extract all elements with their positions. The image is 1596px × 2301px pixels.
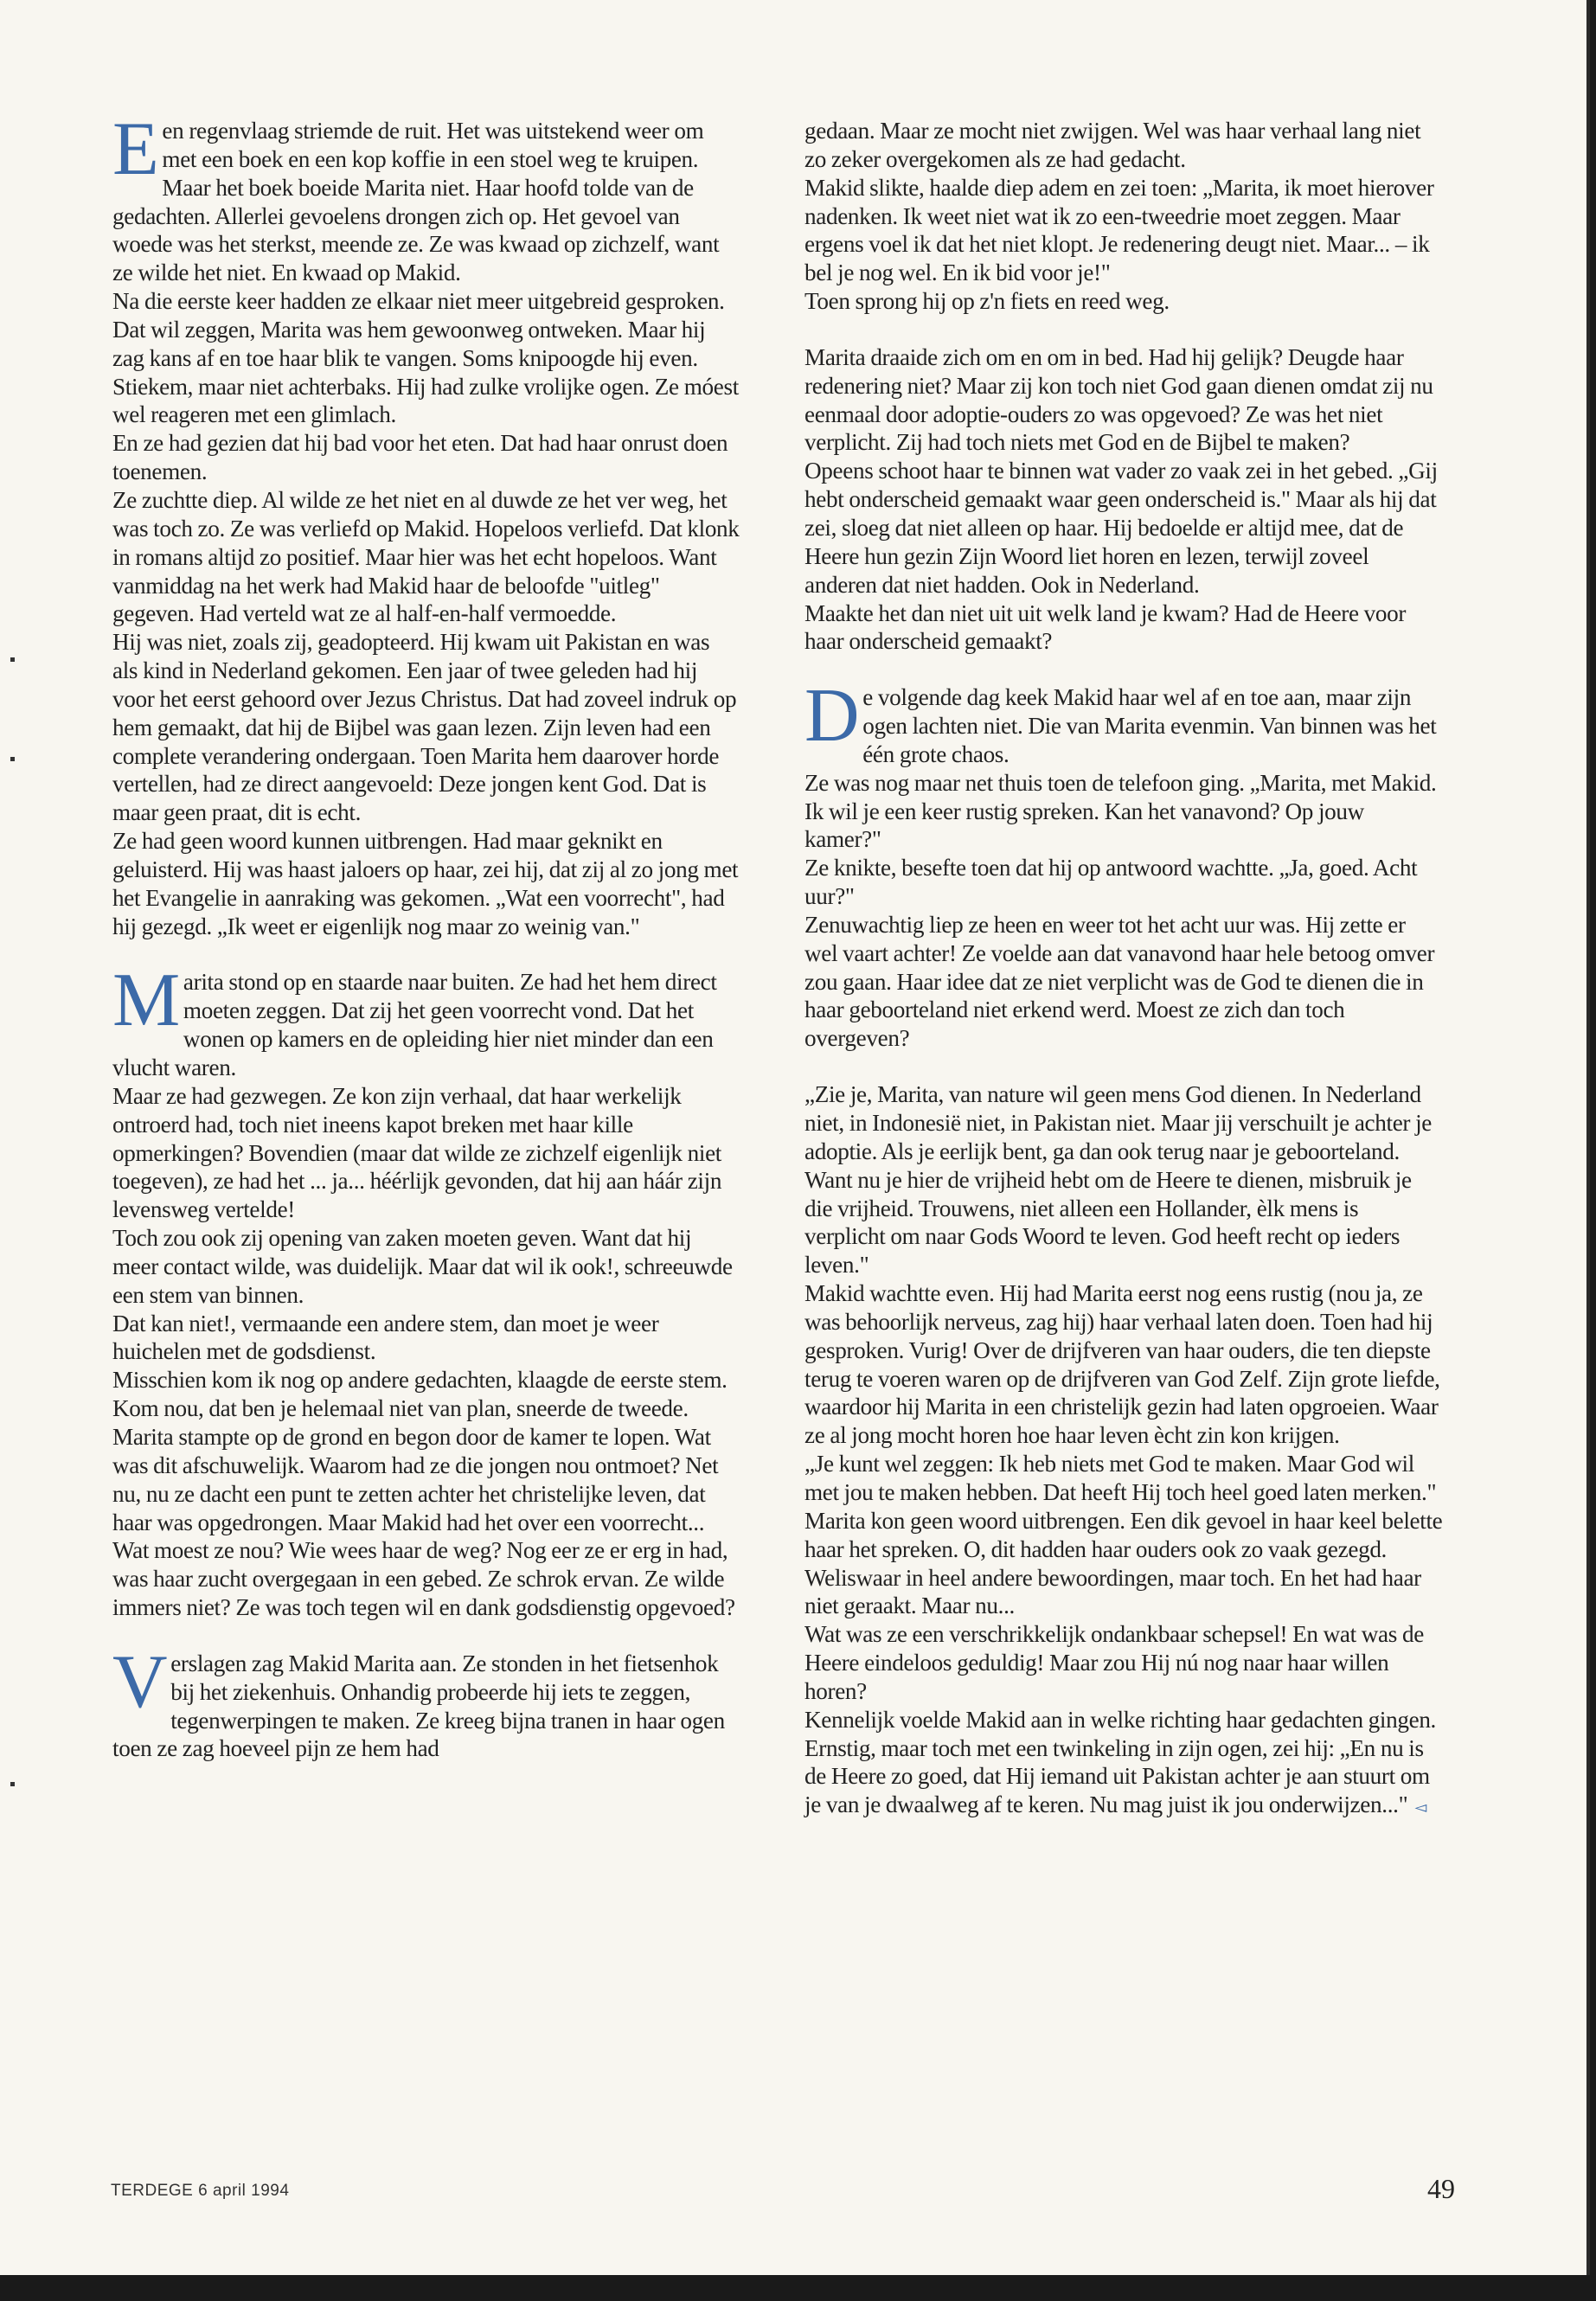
paragraph-text: „Zie je, Marita, van nature wil geen mens God dienen. In Nederland niet, in Indonesië niet, in Pakistan niet. Maar jij verschuilt je achter je adoptie. Als je eerlijk bent, ga dan ook terug naar je geboorteland. Want nu je hier de vrijheid hebt om de Heere te dienen, misbruik je die vrijheid. Trouwens, niet alleen een Hollander, èlk mens is verplicht om naar Gods Woord te leven. God heeft recht op ieders leven." bbox=[804, 1081, 1433, 1279]
article-paragraph bbox=[112, 827, 740, 940]
article-column-right bbox=[804, 117, 1443, 1822]
paragraph-text: en regenvlaag striemde de ruit. Het was uitstekend weer om met een boek en een kop koffie in een stoel weg te kruipen. Maar het boek boeide Marita niet. Haar hoofd tolde van de gedachten. Allerlei gevoelens drongen zich op. Het gevoel van woede was het sterkst, meende ze. Ze was kwaad op zichzelf, want ze wilde het niet. En kwaad op Makid. bbox=[112, 118, 720, 286]
paragraph-text: Ze zuchtte diep. Al wilde ze het niet en al duwde ze het ver weg, het was toch zo. Ze was verliefd op Makid. Hopeloos verliefd. Dat klonk in romans altijd zo positief. Maar hier was het echt hopeloos. Want vanmiddag na het werk had Makid haar de beloofde "uitleg" gegeven. Had verteld wat ze al half-en-half vermoedde. bbox=[112, 486, 740, 627]
paragraph-text: Ze had geen woord kunnen uitbrengen. Had maar geknikt en geluisterd. Hij was haast jaloers op haar, zei hij, dat zij al zo jong met het Evangelie in aanraking was gekomen. „Wat een voorrecht", had hij gezegd. „Ik weet er eigenlijk nog maar zo weinig van." bbox=[112, 828, 739, 939]
paragraph-text: e volgende dag keek Makid haar wel af en toe aan, maar zijn ogen lachten niet. Die van Marita evenmin. Van binnen was het één grote chaos. bbox=[862, 684, 1437, 767]
paragraph-text: gedaan. Maar ze mocht niet zwijgen. Wel was haar verhaal lang niet zo zeker overgekomen als ze had gedacht. bbox=[804, 118, 1421, 172]
article-paragraph bbox=[804, 1080, 1443, 1279]
page-number: 49 bbox=[1427, 2173, 1455, 2204]
paragraph-text: Ze was nog maar net thuis toen de telefoon ging. „Marita, met Makid. Ik wil je een keer rustig spreken. Kan het vanavond? Op jouw kamer?" bbox=[804, 769, 1437, 853]
paragraph-text: Maar ze had gezwegen. Ze kon zijn verhaal, dat haar werkelijk ontroerd had, toch niet ineens kapot breken met haar kille opmerkingen? Bovendien (maar dat wilde ze zichzelf eigenlijk niet toegeven), ze had het ... ja... héérlijk gevonden, dat hij aan háár zijn levensweg vertelde! bbox=[112, 1082, 722, 1223]
paragraph-text: Hij was niet, zoals zij, geadopteerd. Hij kwam uit Pakistan en was als kind in Nederland gekomen. Een jaar of twee geleden had hij voor het eerst gehoord over Jezus Christus. Dat had zoveel indruk op hem gemaakt, dat hij de Bijbel was gaan lezen. Zijn leven had een complete verandering ondergaan. Toen Marita hem daarover horde vertellen, had ze direct aangevoeld: Deze jongen kent God. Dat is maar geen praat, dit is echt. bbox=[112, 629, 737, 826]
article-paragraph bbox=[112, 1366, 740, 1394]
article-paragraph bbox=[804, 1450, 1443, 1507]
paragraph-text: Toch zou ook zij opening van zaken moeten geven. Want dat hij meer contact wilde, was duidelijk. Maar dat wil ik ook!, schreeuwde een stem van binnen. bbox=[112, 1225, 733, 1308]
paragraph-text: Makid wachtte even. Hij had Marita eerst nog eens rustig (nou ja, ze was behoorlijk nerveus, zag hij) haar verhaal laten doen. Toen had hij gesproken. Vurig! Over de drijfveren van haar ouders, die ten diepste terug te voeren waren op de drijfveren van God Zelf. Zijn grote liefde, waardoor hij Marita in een christelijk gezin had laten opgroeien. Waar ze al jong mocht horen hoe haar leven ècht zin kon krijgen. bbox=[804, 1280, 1440, 1449]
drop-cap: E bbox=[112, 107, 159, 191]
paragraph-text: arita stond op en staarde naar buiten. Ze had het hem direct moeten zeggen. Dat zij het geen voorrecht vond. Dat het wonen op kamers en de opleiding hier niet minder dan een vlucht waren. bbox=[112, 969, 717, 1080]
margin-mark bbox=[10, 657, 15, 662]
article-paragraph bbox=[804, 1507, 1443, 1620]
paragraph-text: Dat kan niet!, vermaande een andere stem, dan moet je weer huichelen met de godsdienst. bbox=[112, 1310, 659, 1365]
drop-cap: V bbox=[112, 1639, 168, 1724]
paragraph-text: Toen sprong hij op z'n fiets en reed weg. bbox=[804, 288, 1170, 315]
paragraph-text: Wat moest ze nou? Wie wees haar de weg? Nog eer ze er erg in had, was haar zucht overgegaan in een gebed. Ze schrok ervan. Ze wilde immers niet? Ze was toch tegen wil en dank godsdienstig opgevoed? bbox=[112, 1537, 735, 1621]
paragraph-text: Wat was ze een verschrikkelijk ondankbaar schepsel! En wat was de Heere eindeloos geduldig! Maar zou Hij nú nog naar haar willen horen? bbox=[804, 1621, 1424, 1704]
article-paragraph bbox=[112, 1536, 740, 1622]
article-paragraph bbox=[112, 486, 740, 628]
article-paragraph bbox=[112, 628, 740, 827]
section-opening-paragraph bbox=[112, 107, 740, 287]
article-paragraph bbox=[804, 457, 1443, 599]
paragraph-text: Ze knikte, besefte toen dat hij op antwoord wachtte. „Ja, goed. Acht uur?" bbox=[804, 855, 1418, 910]
article-paragraph bbox=[112, 1394, 740, 1423]
article-paragraph bbox=[804, 1706, 1443, 1822]
section-break bbox=[804, 1053, 1443, 1080]
paragraph-text: Kom nou, dat ben je helemaal niet van plan, sneerde de tweede. bbox=[112, 1395, 689, 1422]
drop-cap: D bbox=[804, 674, 860, 759]
paragraph-text: Opeens schoot haar te binnen wat vader zo vaak zei in het gebed. „Gij hebt onderscheid gemaakt waar geen onderscheid is." Maar als hij dat zei, sloeg dat niet alleen op haar. Hij bedoelde er altijd mee, dat de Heere hun gezin Zijn Woord liet horen en lezen, terwijl zoveel anderen dat niet hadden. Ook in Nederland. bbox=[804, 458, 1438, 598]
article-paragraph bbox=[804, 174, 1443, 287]
article-paragraph bbox=[804, 1620, 1443, 1706]
margin-mark bbox=[10, 757, 15, 761]
article-paragraph bbox=[804, 287, 1443, 316]
article-column-left bbox=[112, 107, 740, 1763]
article-paragraph bbox=[804, 854, 1443, 911]
paragraph-text: Misschien kom ik nog op andere gedachten, klaagde de eerste stem. bbox=[112, 1367, 727, 1394]
section-opening-paragraph bbox=[804, 674, 1443, 769]
article-paragraph bbox=[804, 343, 1443, 457]
drop-cap: M bbox=[112, 958, 180, 1043]
article-paragraph bbox=[112, 1310, 740, 1367]
publication-footer: TERDEGE 6 april 1994 bbox=[111, 2182, 290, 2200]
section-opening-paragraph bbox=[112, 958, 740, 1081]
paragraph-text: Makid slikte, haalde diep adem en zei toen: „Marita, ik moet hierover nadenken. Ik weet niet wat ik zo een-tweedrie moet zeggen. Maar ergens voel ik dat het niet klopt. Je redenering deugt niet. Maar... – ik bel je nog wel. En ik bid voor je!" bbox=[804, 174, 1434, 286]
article-paragraph bbox=[112, 429, 740, 486]
paragraph-text: erslagen zag Makid Marita aan. Ze stonden in het fietsenhok bij het ziekenhuis. Onhandig probeerde hij iets te zeggen, tegenwerpingen te maken. Ze kreeg bijna tranen in haar ogen toen ze zag hoeveel pijn ze hem had bbox=[112, 1650, 725, 1762]
article-paragraph bbox=[112, 1224, 740, 1310]
article-paragraph bbox=[804, 1279, 1443, 1450]
article-paragraph bbox=[804, 599, 1443, 657]
end-of-article-icon: ◅ bbox=[1414, 1798, 1426, 1817]
paragraph-text: Marita kon geen woord uitbrengen. Een dik gevoel in haar keel belette haar het spreken. O, dit hadden haar ouders ook zo vaak gezegd. Weliswaar in heel andere bewoordingen, maar toch. En het had haar niet geraakt. Maar nu... bbox=[804, 1507, 1443, 1619]
paragraph-text: Kennelijk voelde Makid aan in welke richting haar gedachten gingen. Ernstig, maar toch met een twinkeling in zijn ogen, zei hij: „En nu is de Heere zo goed, dat Hij iemand uit Pakistan achter je aan stuurt om je van je dwaalweg af te keren. Nu mag juist ik jou onderwijzen..." bbox=[804, 1706, 1437, 1818]
section-break bbox=[804, 656, 1443, 683]
paragraph-text: Marita stampte op de grond en begon door de kamer te lopen. Wat was dit afschuwelijk. Waarom had ze die jongen nou ontmoet? Net nu, nu ze dacht een punt te zetten achter het christelijke leven, dat haar was opgedrongen. Maar Makid had het over een voorrecht... bbox=[112, 1423, 719, 1535]
section-break bbox=[112, 940, 740, 968]
article-paragraph bbox=[112, 1082, 740, 1224]
paragraph-text: En ze had gezien dat hij bad voor het eten. Dat had haar onrust doen toenemen. bbox=[112, 430, 728, 485]
paragraph-text: Zenuwachtig liep ze heen en weer tot het acht uur was. Hij zette er wel vaart achter! Ze voelde aan dat vanavond haar hele betoog omver zou gaan. Haar idee dat ze niet verplicht was de God te dienen die in haar geboorteland niet erkend werd. Moest ze zich dan toch overgeven? bbox=[804, 911, 1435, 1052]
article-paragraph bbox=[804, 769, 1443, 855]
paragraph-text: „Je kunt wel zeggen: Ik heb niets met God te maken. Maar God wil met jou te maken hebben. Dat heeft Hij toch heel goed laten merken." bbox=[804, 1451, 1437, 1505]
section-break bbox=[112, 1622, 740, 1650]
article-paragraph bbox=[804, 911, 1443, 1053]
section-break bbox=[804, 316, 1443, 343]
paragraph-text: Maakte het dan niet uit uit welk land je kwam? Had de Heere voor haar onderscheid gemaakt? bbox=[804, 599, 1407, 655]
article-paragraph bbox=[112, 1423, 740, 1536]
section-opening-paragraph bbox=[112, 1639, 740, 1763]
article-paragraph bbox=[804, 117, 1443, 174]
paragraph-text: Marita draaide zich om en om in bed. Had hij gelijk? Deugde haar redenering niet? Maar zij kon toch niet God gaan dienen omdat zij nu eenmaal door adoptie-ouders zo was opgevoed? Ze was het niet verplicht. Zij had toch niets met God en de Bijbel te maken? bbox=[804, 343, 1433, 456]
paragraph-text: Na die eerste keer hadden ze elkaar niet meer uitgebreid gesproken. Dat wil zeggen, Marita was hem gewoonweg ontweken. Maar hij zag kans af en toe haar blik te vangen. Soms knipoogde hij even. Stiekem, maar niet achterbaks. Hij had zulke vrolijke ogen. Ze móest wel reageren met een glimlach. bbox=[112, 288, 739, 428]
margin-mark bbox=[10, 1782, 15, 1786]
article-paragraph bbox=[112, 287, 740, 429]
